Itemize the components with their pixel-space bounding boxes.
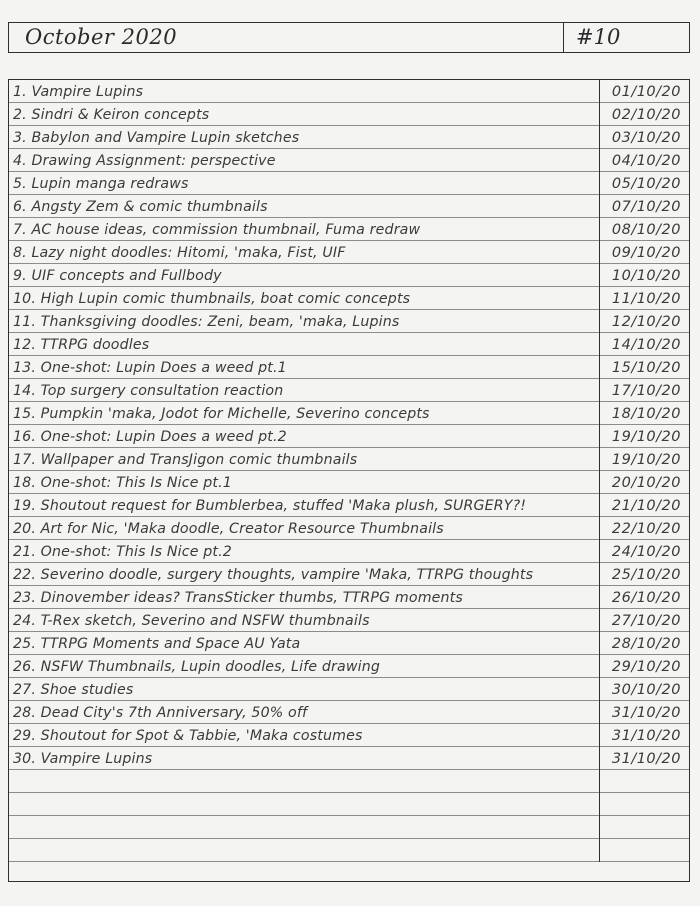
entry-row [9,287,689,310]
entry-date: 27/10/20 [599,609,689,632]
entry-date: 10/10/20 [599,264,689,287]
entry-text: 5. Lupin manga redraws [13,176,189,192]
empty-row [9,839,689,862]
entry-row [9,195,689,218]
entry-row [9,632,689,655]
entry-date: 20/10/20 [599,471,689,494]
entry-table [8,79,690,882]
empty-date [599,793,689,816]
entry-date: 22/10/20 [599,517,689,540]
entry-row [9,655,689,678]
entry-text: 28. Dead City's 7th Anniversary, 50% off [13,705,308,721]
entry-date: 14/10/20 [599,333,689,356]
entry-text: 19. Shoutout request for Bumblerbea, stuffed 'Maka plush, SURGERY?! [13,498,527,514]
entry-row [9,333,689,356]
entry-date: 19/10/20 [599,425,689,448]
entry-row [9,471,689,494]
entry-text: 6. Angsty Zem & comic thumbnails [13,199,268,215]
entry-row [9,724,689,747]
entry-date: 11/10/20 [599,287,689,310]
entry-text: 29. Shoutout for Spot & Tabbie, 'Maka costumes [13,728,363,744]
page-header [8,22,690,53]
entry-text: 14. Top surgery consultation reaction [13,383,284,399]
empty-date [599,839,689,862]
entry-row [9,241,689,264]
entry-row [9,494,689,517]
entry-text: 30. Vampire Lupins [13,751,153,767]
entry-row [9,264,689,287]
empty-row [9,816,689,839]
entry-row [9,172,689,195]
entry-date: 31/10/20 [599,701,689,724]
entry-date: 17/10/20 [599,379,689,402]
entry-row [9,540,689,563]
entry-date: 07/10/20 [599,195,689,218]
entry-text: 18. One-shot: This Is Nice pt.1 [13,475,232,491]
entry-row [9,747,689,770]
entry-text: 27. Shoe studies [13,682,134,698]
entry-date: 05/10/20 [599,172,689,195]
entry-text: 20. Art for Nic, 'Maka doodle, Creator Resource Thumbnails [13,521,444,537]
entry-date: 08/10/20 [599,218,689,241]
entry-text: 13. One-shot: Lupin Does a weed pt.1 [13,360,287,376]
entry-text: 15. Pumpkin 'maka, Jodot for Michelle, Severino concepts [13,406,430,422]
entry-text: 3. Babylon and Vampire Lupin sketches [13,130,300,146]
entry-row [9,310,689,333]
entry-row [9,586,689,609]
entry-text: 17. Wallpaper and TransJigon comic thumbnails [13,452,358,468]
entry-date: 04/10/20 [599,149,689,172]
entry-date: 02/10/20 [599,103,689,126]
entry-row [9,80,689,103]
entry-row [9,425,689,448]
entry-text: 16. One-shot: Lupin Does a weed pt.2 [13,429,287,445]
entry-date: 21/10/20 [599,494,689,517]
entry-date: 24/10/20 [599,540,689,563]
entry-text: 4. Drawing Assignment: perspective [13,153,276,169]
entry-date: 12/10/20 [599,310,689,333]
entry-date: 19/10/20 [599,448,689,471]
entry-date: 31/10/20 [599,724,689,747]
entry-row [9,149,689,172]
entry-date: 15/10/20 [599,356,689,379]
page-title: October 2020 [9,23,564,52]
entry-date: 01/10/20 [599,80,689,103]
entry-row [9,218,689,241]
entry-text: 9. UIF concepts and Fullbody [13,268,222,284]
entry-date: 31/10/20 [599,747,689,770]
entry-row [9,402,689,425]
entry-date: 30/10/20 [599,678,689,701]
entry-date: 09/10/20 [599,241,689,264]
entry-date: 28/10/20 [599,632,689,655]
entry-text: 24. T-Rex sketch, Severino and NSFW thumbnails [13,613,370,629]
entry-text: 21. One-shot: This Is Nice pt.2 [13,544,232,560]
entry-text: 8. Lazy night doodles: Hitomi, 'maka, Fist, UIF [13,245,346,261]
entry-row [9,609,689,632]
entry-date: 18/10/20 [599,402,689,425]
entry-text: 2. Sindri & Keiron concepts [13,107,210,123]
entry-text: 22. Severino doodle, surgery thoughts, vampire 'Maka, TTRPG thoughts [13,567,534,583]
entry-row [9,701,689,724]
entry-date: 03/10/20 [599,126,689,149]
empty-row [9,770,689,793]
entry-row [9,563,689,586]
entry-date: 25/10/20 [599,563,689,586]
entry-row [9,517,689,540]
empty-date [599,770,689,793]
entry-text: 26. NSFW Thumbnails, Lupin doodles, Life drawing [13,659,380,675]
empty-date [599,816,689,839]
entry-text: 12. TTRPG doodles [13,337,150,353]
entry-date: 26/10/20 [599,586,689,609]
entry-text: 10. High Lupin comic thumbnails, boat comic concepts [13,291,411,307]
entry-text: 25. TTRPG Moments and Space AU Yata [13,636,301,652]
entry-text: 7. AC house ideas, commission thumbnail, Fuma redraw [13,222,421,238]
entry-date: 29/10/20 [599,655,689,678]
entry-text: 11. Thanksgiving doodles: Zeni, beam, 'maka, Lupins [13,314,400,330]
entry-text: 1. Vampire Lupins [13,84,144,100]
page-number: #10 [576,25,621,49]
entry-text: 23. Dinovember ideas? TransSticker thumbs, TTRPG moments [13,590,463,606]
entry-row [9,379,689,402]
empty-row [9,793,689,816]
entry-row [9,126,689,149]
entry-row [9,678,689,701]
entry-row [9,103,689,126]
entry-row [9,356,689,379]
entry-row [9,448,689,471]
